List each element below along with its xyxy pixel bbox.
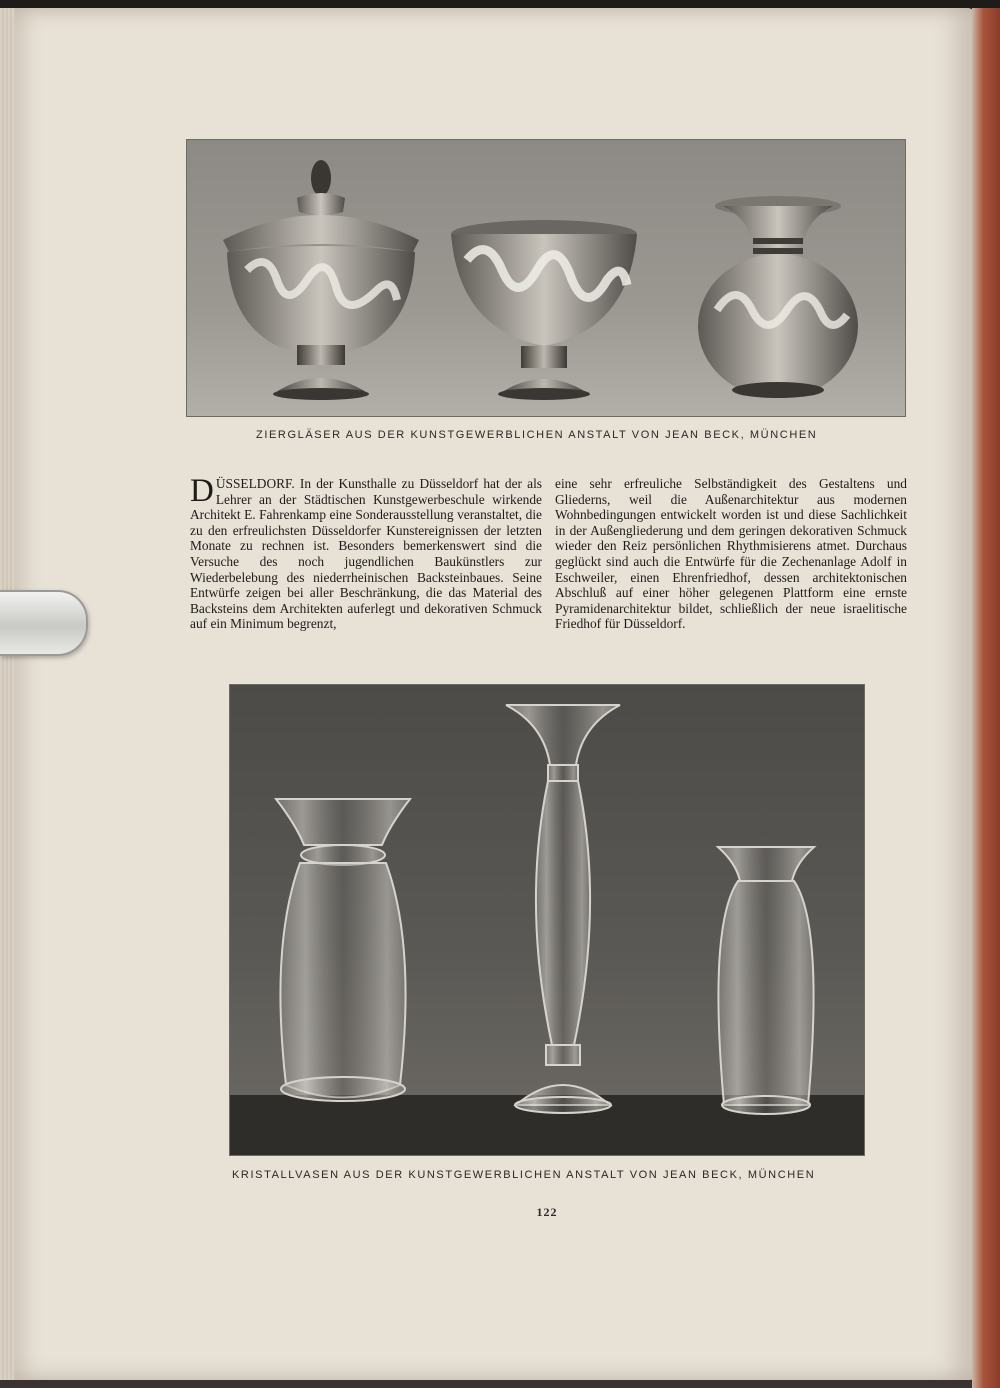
article-text-left: ÜSSELDORF. In der Kunsthalle zu Düsseldorf hat der als Lehrer an der Städtischen Kunstgewerbeschule wirkende Architekt E. Fahrenkamp eine Sonderausstellung veranstaltet, die zu den erfreulichsten Düsseldorfer Kunstereignissen der letzten Monate zu rechnen ist. Besonders bemerkenswert sind die Versuche des noch jugendlichen Baukünstlers zur Wiederbelebung des niederrheinischen Backsteinbaues. Seine Entwürfe zeigen bei aller Beschränkung, die das Material des Backsteins dem Architekten auferlegt und dekorativen Schmuck auf ein Minimum begrenzt, xyxy=(190,476,542,632)
caption-crystal-vases: KRISTALLVASEN AUS DER KUNSTGEWERBLICHEN ANSTALT VON JEAN BECK, MÜNCHEN xyxy=(232,1169,816,1181)
article-text-right: eine sehr erfreuliche Selbständigkeit des Gestaltens und Gliederns, weil die Außenarchitektur aus modernen Wohnbedingungen entwickelt worden ist und diese Sachlichkeit in der Außengliederung und dem geringen dekorativen Schmuck wieder den Reiz persönlichen Rhythmisierens atmet. Durchaus geglückt sind auch die Entwürfe für die Zechenanlage Adolf in Eschweiler, einen Ehrenfriedhof, dessen architektonischen Abschluß auf einer höher gelegenen Plattform eine ernste Pyramidenarchitektur bildet, schließlich der neue israelitische Friedhof für Düsseldorf. xyxy=(555,476,907,632)
page-number: 122 xyxy=(536,1205,558,1219)
decorative-glasses-illustration xyxy=(187,140,905,416)
photo-crystal-vases xyxy=(229,684,865,1156)
lidded-bowl xyxy=(223,160,419,400)
round-vase xyxy=(698,196,858,398)
vase-tall xyxy=(506,705,620,1113)
article-column-left xyxy=(190,473,542,632)
article-column-right xyxy=(555,476,907,632)
crystal-vases-illustration xyxy=(230,685,864,1155)
vase-left xyxy=(276,799,410,1101)
book-cover-edge xyxy=(972,8,1000,1388)
caption-decorative-glasses: ZIERGLÄSER AUS DER KUNSTGEWERBLICHEN ANSTALT VON JEAN BECK, MÜNCHEN xyxy=(256,429,818,441)
paper-clip xyxy=(0,590,88,656)
drop-cap: D xyxy=(190,473,214,509)
photo-decorative-glasses xyxy=(186,139,906,417)
footed-bowl xyxy=(451,220,637,400)
vase-right xyxy=(718,847,814,1114)
